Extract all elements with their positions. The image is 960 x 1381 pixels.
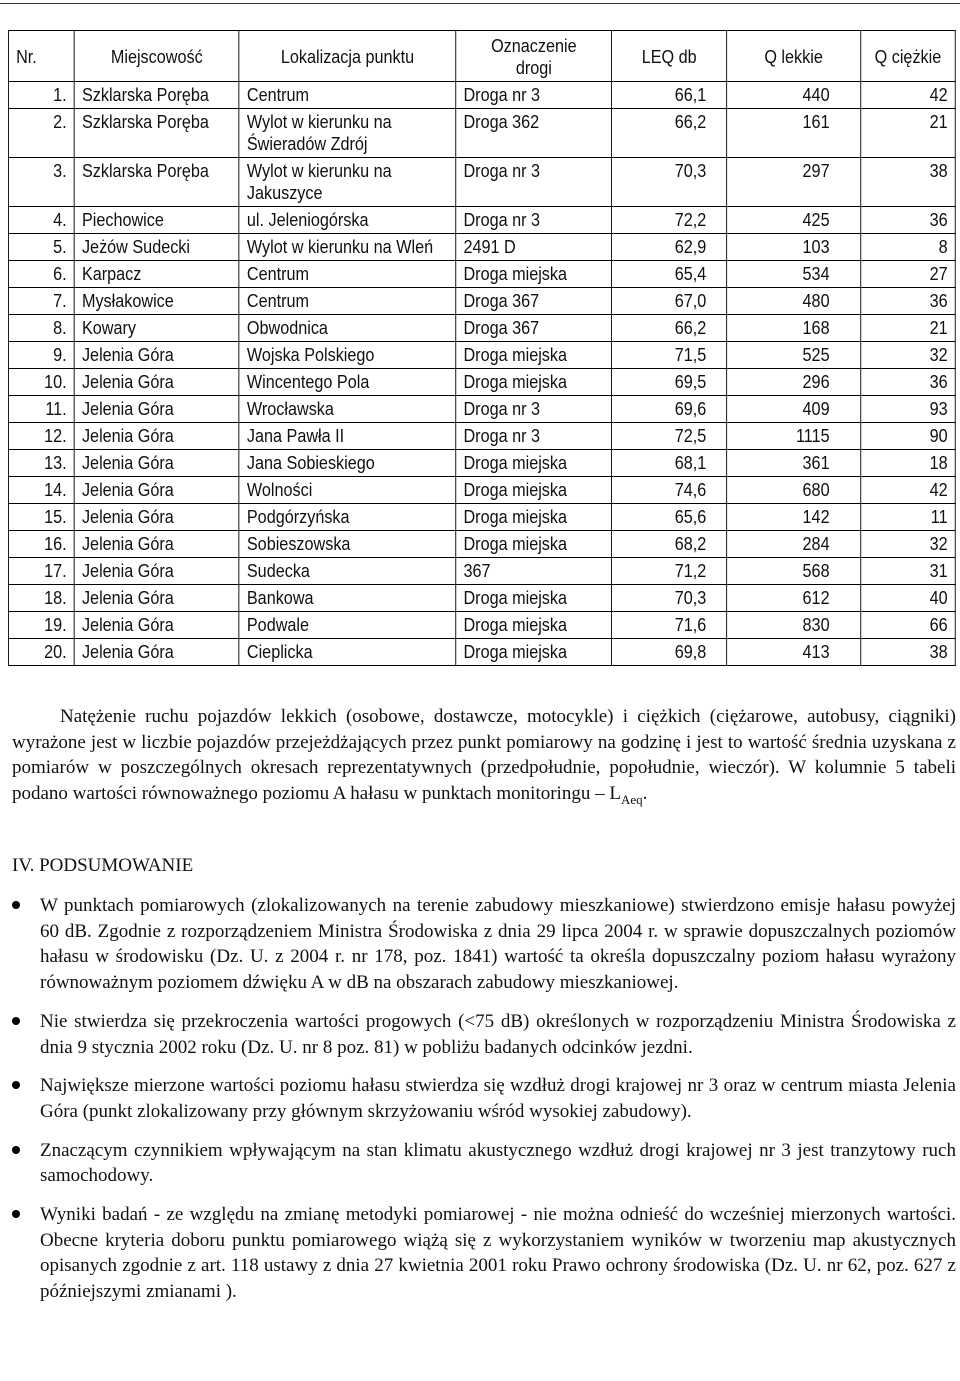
table-row [8, 288, 955, 315]
cell-leq: 74,6 [612, 477, 727, 504]
table-row [8, 109, 955, 158]
cell-leq: 71,6 [612, 612, 727, 639]
cell-leq: 71,2 [612, 558, 727, 585]
cell-nr: 17. [8, 558, 74, 585]
summary-bullet: Znaczącym czynnikiem wpływającym na stan klimatu akustycznego wzdłuż drogi krajowej nr 3 jest tranzytowy ruch samochodowy. [0, 1138, 956, 1189]
cell-leq: 66,2 [612, 315, 727, 342]
cell-q-light: 103 [727, 234, 861, 261]
table-row [8, 450, 955, 477]
cell-nr: 12. [8, 423, 74, 450]
noise-measurement-table [8, 30, 956, 666]
bullet-dot-icon [12, 1017, 20, 1025]
cell-road: Droga miejska [456, 531, 612, 558]
table-row [8, 369, 955, 396]
cell-q-heavy: 40 [861, 585, 956, 612]
cell-q-heavy: 38 [861, 158, 956, 207]
cell-nr: 5. [8, 234, 74, 261]
cell-nr: 3. [8, 158, 74, 207]
cell-q-light: 425 [727, 207, 861, 234]
cell-nr: 18. [8, 585, 74, 612]
cell-q-heavy: 90 [861, 423, 956, 450]
cell-road: Droga nr 3 [456, 158, 612, 207]
cell-nr: 13. [8, 450, 74, 477]
table-row [8, 82, 955, 109]
summary-bullet: W punktach pomiarowych (zlokalizowanych na terenie zabudowy mieszkaniowe) stwierdzono emisje hałasu powyżej 60 dB. Zgodnie z rozporządzeniem Ministra Środowiska z dnia 29 lipca 2004 r. w sprawie dopuszczalnych poziomów hałasu w środowisku (Dz. U. z 2004 r. nr 178, poz. 1841) wartość ta określa dopuszczalny poziom hałasu wyrażony równoważnym poziomem dźwięku A w dB na obszarach zabudowy mieszkaniowej. [0, 893, 956, 996]
cell-q-heavy: 66 [861, 612, 956, 639]
cell-q-light: 409 [727, 396, 861, 423]
cell-city: Kowary [74, 315, 239, 342]
cell-road: Droga miejska [456, 639, 612, 666]
cell-leq: 65,4 [612, 261, 727, 288]
cell-road: Droga miejska [456, 261, 612, 288]
cell-q-light: 142 [727, 504, 861, 531]
cell-nr: 2. [8, 109, 74, 158]
cell-city: Jelenia Góra [74, 396, 239, 423]
cell-nr: 9. [8, 342, 74, 369]
summary-bullet: Nie stwierdza się przekroczenia wartości progowych (<75 dB) określonych w rozporządzeniu Ministra Środowiska z dnia 9 stycznia 2002 roku (Dz. U. nr 8 poz. 81) w pobliżu badanych odcinków jezdni. [0, 1009, 956, 1060]
cell-city: Szklarska Poręba [74, 82, 239, 109]
cell-nr: 1. [8, 82, 74, 109]
cell-road: Droga miejska [456, 612, 612, 639]
table-body [8, 82, 955, 666]
table-row [8, 158, 955, 207]
cell-location: Sobieszowska [239, 531, 456, 558]
cell-q-heavy: 36 [861, 207, 956, 234]
cell-nr: 16. [8, 531, 74, 558]
traffic-paragraph: Natężenie ruchu pojazdów lekkich (osobowe, dostawcze, motocykle) i ciężkich (ciężarowe, autobusy, ciągniki) wyrażone jest w liczbie pojazdów przejeżdżających przez punkt pomiarowy na godzinę i jest to wartość średnia uzyskana z pomiarów w poszczególnych okresach reprezentatywnych (przedpołudnie, popołudnie, wieczór). W kolumnie 5 tabeli podano wartości równoważnego poziomu A hałasu w punktach monitoringu – $L_{Aeq}$. [12, 706, 956, 807]
cell-road: Droga miejska [456, 342, 612, 369]
cell-city: Jelenia Góra [74, 558, 239, 585]
table-row [8, 504, 955, 531]
summary-bullet-list [0, 893, 956, 1305]
cell-q-heavy: 8 [861, 234, 956, 261]
cell-q-light: 296 [727, 369, 861, 396]
cell-q-light: 534 [727, 261, 861, 288]
cell-location: Jana Sobieskiego [239, 450, 456, 477]
cell-location: Wrocławska [239, 396, 456, 423]
cell-nr: 15. [8, 504, 74, 531]
cell-nr: 11. [8, 396, 74, 423]
cell-leq: 62,9 [612, 234, 727, 261]
summary-bullet: Wyniki badań - ze względu na zmianę metodyki pomiarowej - nie można odnieść do wcześniej mierzonych wartości. Obecne kryteria doboru punktu pomiarowego wiążą się z wykorzystaniem wyników w tworzeniu map akustycznych opisanych zgodnie z art. 118 ustawy z dnia 27 kwietnia 2001 roku Prawo ochrony środowiska (Dz. U. nr 62, poz. 627 z późniejszymi zmianami ). [0, 1202, 956, 1305]
cell-city: Jelenia Góra [74, 423, 239, 450]
cell-nr: 6. [8, 261, 74, 288]
cell-location: ul. Jeleniogórska [239, 207, 456, 234]
cell-location: Wylot w kierunku na Jakuszyce [239, 158, 456, 207]
cell-city: Jelenia Góra [74, 639, 239, 666]
cell-q-light: 480 [727, 288, 861, 315]
cell-location: Wincentego Pola [239, 369, 456, 396]
cell-leq: 67,0 [612, 288, 727, 315]
cell-nr: 8. [8, 315, 74, 342]
table-row [8, 315, 955, 342]
cell-road: 367 [456, 558, 612, 585]
cell-q-heavy: 32 [861, 342, 956, 369]
table-row [8, 477, 955, 504]
cell-road: 2491 D [456, 234, 612, 261]
table-row [8, 396, 955, 423]
cell-city: Jelenia Góra [74, 612, 239, 639]
table-row [8, 342, 955, 369]
cell-location: Podgórzyńska [239, 504, 456, 531]
cell-q-light: 612 [727, 585, 861, 612]
cell-location: Obwodnica [239, 315, 456, 342]
table-row [8, 639, 955, 666]
cell-q-heavy: 18 [861, 450, 956, 477]
cell-nr: 19. [8, 612, 74, 639]
cell-q-heavy: 31 [861, 558, 956, 585]
cell-road: Droga miejska [456, 450, 612, 477]
cell-road: Droga 362 [456, 109, 612, 158]
cell-location: Centrum [239, 288, 456, 315]
cell-location: Wojska Polskiego [239, 342, 456, 369]
cell-location: Wylot w kierunku na Wleń [239, 234, 456, 261]
cell-q-heavy: 32 [861, 531, 956, 558]
header-q-light: Q lekkie [727, 31, 861, 82]
cell-city: Szklarska Poręba [74, 109, 239, 158]
header-city: Miejscowość [74, 31, 239, 82]
bullet-dot-icon [12, 1146, 20, 1154]
cell-q-light: 297 [727, 158, 861, 207]
cell-q-light: 830 [727, 612, 861, 639]
cell-q-light: 568 [727, 558, 861, 585]
table-row [8, 558, 955, 585]
cell-q-heavy: 36 [861, 369, 956, 396]
cell-leq: 70,3 [612, 585, 727, 612]
cell-city: Jelenia Góra [74, 369, 239, 396]
cell-q-heavy: 27 [861, 261, 956, 288]
cell-city: Jelenia Góra [74, 504, 239, 531]
cell-nr: 7. [8, 288, 74, 315]
cell-city: Karpacz [74, 261, 239, 288]
cell-city: Jelenia Góra [74, 477, 239, 504]
header-q-heavy: Q ciężkie [861, 31, 956, 82]
cell-q-heavy: 11 [861, 504, 956, 531]
cell-road: Droga miejska [456, 477, 612, 504]
cell-q-heavy: 42 [861, 477, 956, 504]
cell-q-light: 413 [727, 639, 861, 666]
cell-road: Droga nr 3 [456, 396, 612, 423]
cell-nr: 14. [8, 477, 74, 504]
cell-city: Szklarska Poręba [74, 158, 239, 207]
cell-road: Droga 367 [456, 288, 612, 315]
top-rule [0, 0, 960, 4]
cell-leq: 72,5 [612, 423, 727, 450]
table-row [8, 612, 955, 639]
bullet-dot-icon [12, 901, 20, 909]
cell-q-heavy: 42 [861, 82, 956, 109]
cell-nr: 4. [8, 207, 74, 234]
summary-bullet: Największe mierzone wartości poziomu hałasu stwierdza się wzdłuż drogi krajowej nr 3 oraz w centrum miasta Jelenia Góra (punkt zlokalizowany przy głównym skrzyżowaniu wśród wysokiej zabudowy). [0, 1073, 956, 1124]
cell-leq: 69,5 [612, 369, 727, 396]
table-header-row [8, 31, 955, 82]
cell-q-light: 168 [727, 315, 861, 342]
cell-q-heavy: 38 [861, 639, 956, 666]
cell-q-heavy: 93 [861, 396, 956, 423]
cell-leq: 69,8 [612, 639, 727, 666]
cell-leq: 65,6 [612, 504, 727, 531]
table-row [8, 531, 955, 558]
cell-city: Jeżów Sudecki [74, 234, 239, 261]
cell-road: Droga miejska [456, 504, 612, 531]
cell-leq: 66,2 [612, 109, 727, 158]
cell-q-light: 680 [727, 477, 861, 504]
cell-q-light: 361 [727, 450, 861, 477]
cell-road: Droga nr 3 [456, 423, 612, 450]
table-row [8, 423, 955, 450]
cell-location: Cieplicka [239, 639, 456, 666]
cell-road: Droga miejska [456, 585, 612, 612]
bullet-spacer [0, 1060, 956, 1073]
bullet-dot-icon [12, 1081, 20, 1089]
cell-leq: 68,2 [612, 531, 727, 558]
cell-q-light: 1115 [727, 423, 861, 450]
header-leq: LEQ db [612, 31, 727, 82]
cell-location: Sudecka [239, 558, 456, 585]
cell-location: Jana Pawła II [239, 423, 456, 450]
cell-road: Droga miejska [456, 369, 612, 396]
table-row [8, 585, 955, 612]
cell-city: Mysłakowice [74, 288, 239, 315]
cell-leq: 66,1 [612, 82, 727, 109]
cell-road: Droga nr 3 [456, 207, 612, 234]
cell-city: Jelenia Góra [74, 585, 239, 612]
cell-location: Wolności [239, 477, 456, 504]
cell-nr: 10. [8, 369, 74, 396]
bullet-spacer [0, 996, 956, 1009]
cell-leq: 71,5 [612, 342, 727, 369]
cell-q-heavy: 21 [861, 109, 956, 158]
cell-location: Centrum [239, 82, 456, 109]
header-road: Oznaczenie drogi [456, 31, 612, 82]
cell-city: Jelenia Góra [74, 531, 239, 558]
cell-leq: 68,1 [612, 450, 727, 477]
cell-q-light: 284 [727, 531, 861, 558]
cell-q-light: 161 [727, 109, 861, 158]
cell-q-heavy: 36 [861, 288, 956, 315]
cell-location: Bankowa [239, 585, 456, 612]
cell-leq: 69,6 [612, 396, 727, 423]
cell-nr: 20. [8, 639, 74, 666]
cell-location: Podwale [239, 612, 456, 639]
cell-leq: 72,2 [612, 207, 727, 234]
header-nr: Nr. [8, 31, 74, 82]
cell-q-light: 440 [727, 82, 861, 109]
cell-city: Piechowice [74, 207, 239, 234]
table-row [8, 207, 955, 234]
table-row [8, 261, 955, 288]
cell-q-heavy: 21 [861, 315, 956, 342]
bullet-dot-icon [12, 1210, 20, 1218]
cell-road: Droga nr 3 [456, 82, 612, 109]
table-row [8, 234, 955, 261]
header-location: Lokalizacja punktu [239, 31, 456, 82]
cell-leq: 70,3 [612, 158, 727, 207]
cell-city: Jelenia Góra [74, 450, 239, 477]
bullet-spacer [0, 1125, 956, 1138]
section-heading: IV. PODSUMOWANIE [12, 855, 194, 876]
cell-city: Jelenia Góra [74, 342, 239, 369]
bullet-spacer [0, 1189, 956, 1202]
cell-q-light: 525 [727, 342, 861, 369]
cell-road: Droga 367 [456, 315, 612, 342]
cell-location: Wylot w kierunku na Świeradów Zdrój [239, 109, 456, 158]
cell-location: Centrum [239, 261, 456, 288]
